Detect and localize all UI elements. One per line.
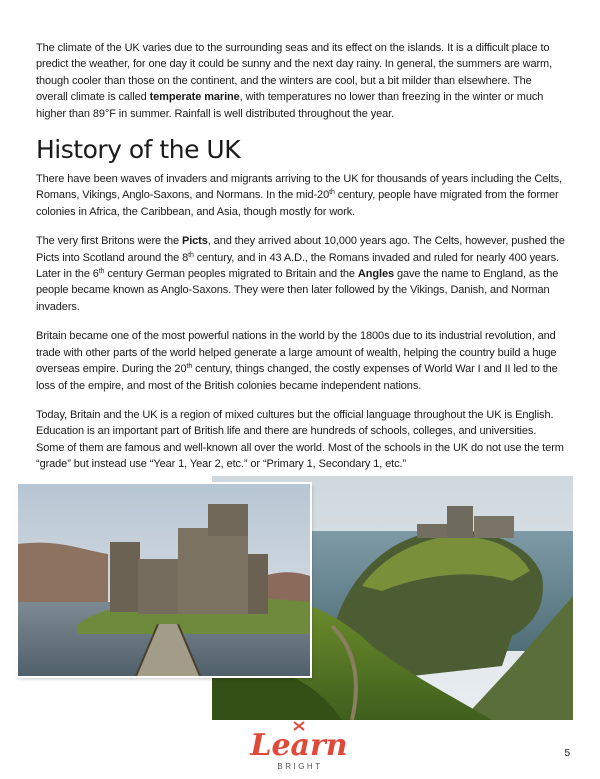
invaders-paragraph: There have been waves of invaders and migrants arriving to the UK for thousands of years including the Celts, Romans, Vikings, Anglo-Saxons, and Normans. In the mid-20th century, people have migrated from the former colonies in Africa, the Caribbean, and Asia, though mostly for work. xyxy=(36,173,562,218)
section-heading: History of the UK xyxy=(36,135,241,165)
page-content xyxy=(36,40,566,486)
empire-paragraph: Britain became one of the most powerful nations in the world by the 1800s due to its industrial revolution, and trade with other parts of the world helped generate a large amount of wealth, helping the country build a huge overseas empire. During the 20th century, things changed, the costly expenses of World War I and II led to the loss of the empire, and most of the British colonies became independent nations. xyxy=(36,330,558,392)
photo-collage xyxy=(0,470,600,720)
lake-castle-photo xyxy=(18,484,310,676)
modern-britain-paragraph: Today, Britain and the UK is a region of mixed cultures but the official language throughout the UK is English. Education is an important part of British life and there are hundreds of schools, colleges, and universities. Some of them are famous and well-known all over the world. Most of the schools in the UK do not use the term “grade” but instead use “Year 1, Year 2, etc.” or “Primary 1, Secondary 1, etc.” xyxy=(36,408,564,471)
logo-subtext: BRIGHT xyxy=(277,762,323,771)
page-number: 5 xyxy=(564,748,570,759)
climate-paragraph: The climate of the UK varies due to the surrounding seas and its effect on the islands. It is a difficult place to predict the weather, for one day it could be sunny and the next day rainy. In general, the summers are warm, though cooler than those on the continent, and the winters are cool, but a bit milder than elsewhere. The overall climate is called temperate marine, with temperatures no lower than freezing in the winter or much higher than 89°F in summer. Rainfall is well distributed throughout the year. xyxy=(36,42,553,120)
learn-bright-logo xyxy=(244,718,354,774)
logo-wordmark: Learn xyxy=(250,728,348,763)
britons-paragraph: The very first Britons were the Picts, and they arrived about 10,000 years ago. The Celts, however, pushed the Picts into Scotland around the 8th century, and in 43 A.D., the Romans invaded and ruled for nearly 400 years. Later in the 6th century German peoples migrated to Britain and the Angles gave the name to England, as the people became known as Anglo-Saxons. They were then later followed by the Vikings, Danish, and Norman invaders. xyxy=(36,235,565,313)
